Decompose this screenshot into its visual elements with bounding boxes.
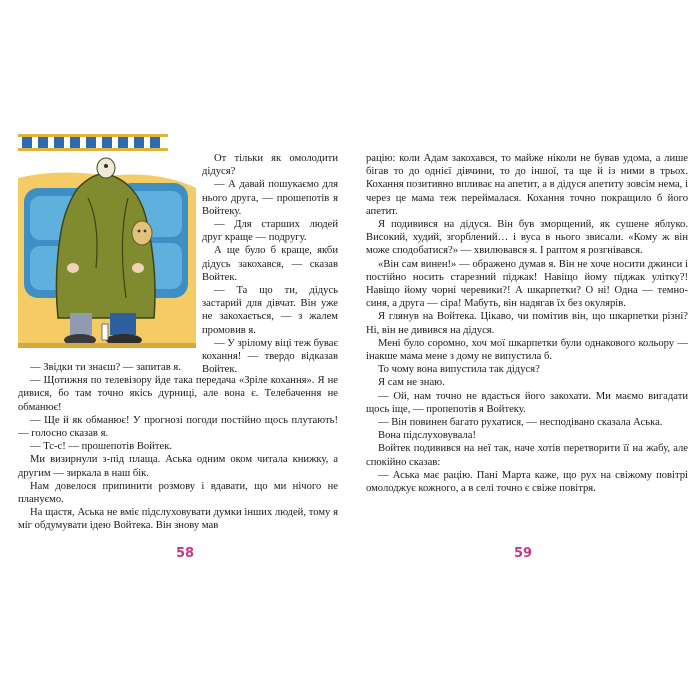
paragraph: — Ще й як обманює! У прогнозі погоди постійно щось плутають! — голосно сказав я. (18, 414, 338, 440)
page-number-left: 58 (176, 546, 195, 561)
left-page-wide-column (18, 361, 338, 533)
paragraph: — А давай пошукаємо для нього друга, — прошепотів я Войтеку. (202, 179, 338, 217)
paragraph: — Щотижня по телевізору йде така передача «Зріле кохання». Я не дивися, бо там точно якісь дурниці, але вона є. Телебачення не обманює! (18, 375, 338, 413)
paragraph: Нам довелося припинити розмову і вдавати, що ми нічого не плануємо. (18, 480, 338, 506)
paragraph: Я глянув на Войтека. Цікаво, чи помітив він, що шкарпетки різні? Ні, він не дивився на дідуся. (366, 311, 688, 336)
paragraph: Войтек подивився на неї так, наче хотів перетворити її на жабу, але спокійно сказав: (366, 443, 688, 468)
paragraph: То чому вона випустила так дідуся? (378, 364, 540, 376)
paragraph: Вона підслуховувала! (378, 430, 476, 442)
paragraph: Мені було соромно, хоч мої шкарпетки були однакового кольору — інакше мама мене з дому не випустила б. (366, 337, 688, 363)
paragraph: — Звідки ти знаєш? — запитав я. (30, 362, 181, 373)
paragraph: На щастя, Аська не вміє підслуховувати думки інших людей, тому я міг обдумувати ідею Войтека. Він знову мав (18, 507, 338, 532)
paragraph: — У зрілому віці теж буває кохання! — твердо відказав Войтек. (202, 337, 338, 376)
paragraph: А ще було б краще, якби дідусь закохався, — сказав Войтек. (202, 245, 338, 283)
paragraph: — Ой, нам точно не вдасться його закохати. Ми маємо вигадати щось іще, — пропепотів я Войтеку. (366, 390, 688, 415)
paragraph: — Для старших людей друг краще — подругу. (202, 219, 338, 244)
paragraph: — Та що ти, дідусь застарий для дівчат. Він уже не закохається, — з жалем промовив я. (202, 285, 338, 336)
luggage-rack (18, 134, 168, 151)
train-seat-illustration (18, 128, 196, 358)
paragraph: Я сам не знаю. (378, 377, 445, 389)
right-page-column (366, 152, 688, 495)
paragraph: Я подивився на дідуся. Він був зморщений, як сушене яблуко. Високий, худий, згорблений… і вуса в нього звисали. «Кому ж він може сподобатися?» — хвилювався я. І раптом я розгнівався. (366, 219, 688, 257)
page-number-right: 59 (514, 546, 533, 561)
paragraph: рацію: коли Адам закохався, то майже ніколи не бував удома, а лише бігав то до однієї дівчини, то до іншої, та ще й із ними в трьох. Кохання позитивно впливає на апетит, а в дідуся апетиту зовсім нема, і через це мама теж переймалася. Кохання точно покращило б його апетит. (366, 153, 688, 217)
paragraph: — Тс-с! — прошепотів Войтек. (30, 441, 172, 453)
paragraph: «Він сам винен!» — ображено думав я. Він не хоче носити джинси і постійно носить старезний піджак! Навіщо йому піджак улітку?! Навіщо йому чорні черевики?! А шкарпетки? О ні! Одна — темно-синя, а друга — сіра! Мабуть, він надягав їх без окулярів. (366, 258, 688, 310)
left-page-narrow-column (202, 152, 338, 376)
paragraph: От тільки як омолодити дідуся? (202, 153, 338, 178)
paragraph: — Він повинен багато рухатися, — несподівано сказала Аська. (378, 417, 663, 429)
paragraph: — Аська має рацію. Пані Марта каже, що рух на свіжому повітрі омолоджує кожного, а в селі точно є свіже повітря. (366, 469, 688, 495)
paragraph: Ми визирнули з-під плаща. Аська одним оком читала книжку, а другим — зиркала в наш бік. (18, 454, 338, 479)
